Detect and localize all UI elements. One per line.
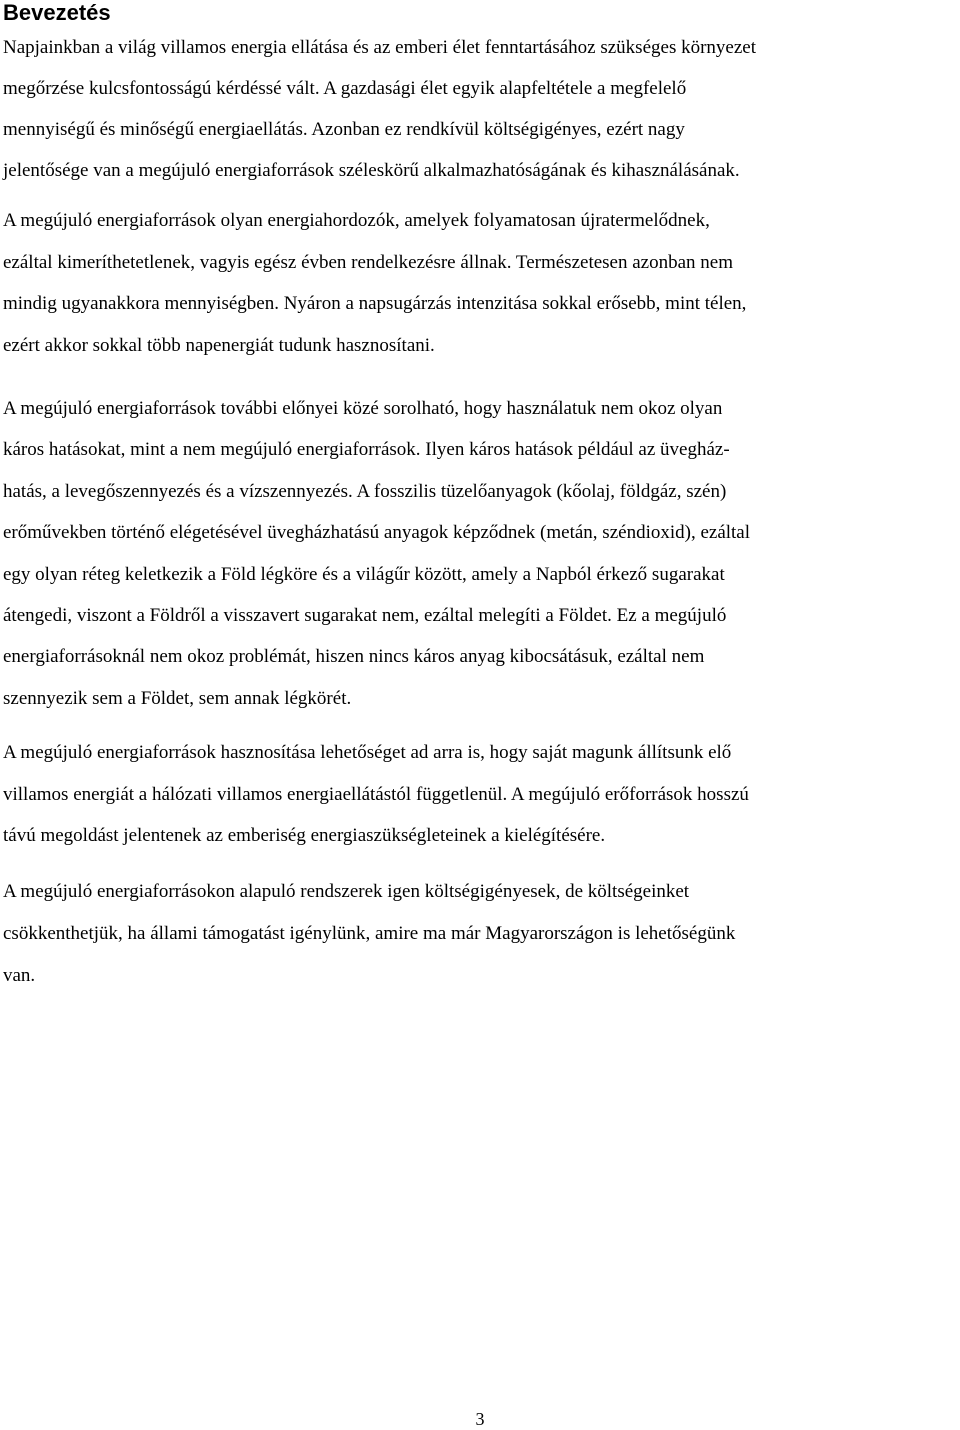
paragraph-costs xyxy=(3,871,735,997)
paragraph-renewables-definition xyxy=(3,200,746,367)
paragraph-line: ezáltal kimeríthetetlenek, vagyis egész évben rendelkezésre állnak. Természetesen azonban nem xyxy=(3,251,733,273)
paragraph-line: szennyezik sem a Földet, sem annak légkörét. xyxy=(3,687,352,709)
paragraph-line: Napjainkban a világ villamos energia ellátása és az emberi élet fenntartásához szükséges környezet xyxy=(3,37,756,58)
page-number: 3 xyxy=(475,1409,485,1429)
paragraph-line: A megújuló energiaforrásokon alapuló rendszerek igen költségigényesek, de költségeinket xyxy=(3,881,690,902)
paragraph-line: jelentősége van a megújuló energiaforrások széleskörű alkalmazhatóságának és kihasználásának. xyxy=(3,160,740,181)
paragraph-independence xyxy=(3,732,749,857)
paragraph-line: megőrzése kulcsfontosságú kérdéssé vált. A gazdasági élet egyik alapfeltétele a megfelelő xyxy=(3,78,687,99)
paragraph-line: távú megoldást jelentenek az emberiség energiaszükségleteinek a kielégítésére. xyxy=(3,825,606,846)
paragraph-line: villamos energiát a hálózati villamos energiaellátástól függetlenül. A megújuló erőforrások hosszú xyxy=(3,783,749,805)
paragraph-line: mindig ugyanakkora mennyiségben. Nyáron a napsugárzás intenzitása sokkal erősebb, mint télen, xyxy=(3,293,747,315)
paragraph-intro xyxy=(3,27,756,191)
section-heading: Bevezetés xyxy=(3,0,111,25)
paragraph-line: ezért akkor sokkal több napenergiát tudunk hasznosítani. xyxy=(3,335,435,357)
paragraph-line: A megújuló energiaforrások további előnyei közé sorolható, hogy használatuk nem okoz olyan xyxy=(3,398,723,419)
paragraph-line: A megújuló energiaforrások hasznosítása lehetőséget ad arra is, hogy saját magunk állítsunk elő xyxy=(3,742,732,763)
paragraph-line: átengedi, viszont a Földről a visszavert sugarakat nem, ezáltal melegíti a Földet. Ez a megújuló xyxy=(3,605,727,627)
paragraph-line: mennyiségű és minőségű energiaellátás. Azonban ez rendkívül költségigényes, ezért nagy xyxy=(3,119,685,140)
paragraph-line: A megújuló energiaforrások olyan energiahordozók, amelyek folyamatosan újratermelődnek, xyxy=(3,210,710,231)
paragraph-line: erőművekben történő elégetésével üvegházhatású anyagok képződnek (metán, széndioxid), ezáltal xyxy=(3,522,751,544)
paragraph-advantages xyxy=(3,388,750,719)
paragraph-line: káros hatásokat, mint a nem megújuló energiaforrások. Ilyen káros hatások például az üvegház- xyxy=(3,439,730,461)
paragraph-line: egy olyan réteg keletkezik a Föld légköre és a világűr között, amely a Napból érkező sugarakat xyxy=(3,563,725,585)
paragraph-line: csökkenthetjük, ha állami támogatást igénylünk, amire ma már Magyarországon is lehetőségünk xyxy=(3,923,736,944)
paragraph-line: energiaforrásoknál nem okoz problémát, hiszen nincs káros anyag kibocsátásuk, ezáltal nem xyxy=(3,646,705,668)
paragraph-line: van. xyxy=(3,965,36,986)
paragraph-line: hatás, a levegőszennyezés és a vízszennyezés. A fosszilis tüzelőanyagok (kőolaj, földgáz, szén) xyxy=(3,480,727,502)
